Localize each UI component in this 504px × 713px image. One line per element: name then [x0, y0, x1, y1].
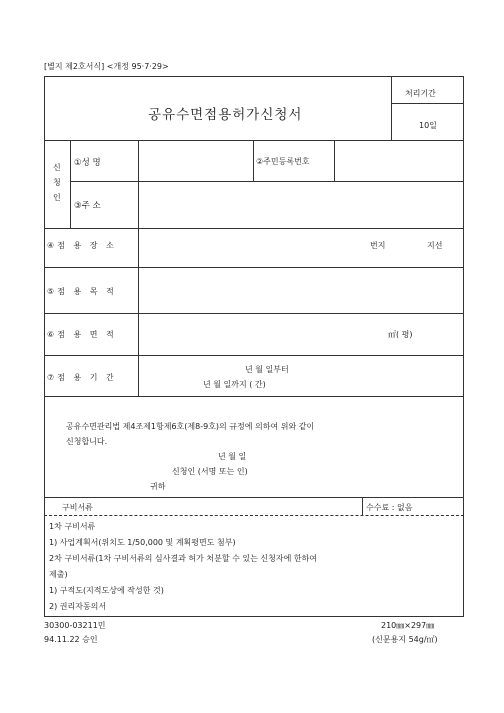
document-item: 2차 구비서류(1차 구비서류의 심사결과 허가 처분할 수 있는 신청자에 한하여 — [49, 554, 318, 563]
document-item: 1) 사업계획서(위치도 1/50,000 및 계획평면도 첨부) — [49, 538, 236, 547]
area-unit: ㎡( 평) — [388, 330, 413, 339]
statement-line-1: 공유수면관리법 제4조제1항제6호(제8-9호)의 규정에 의하여 위와 같이 — [66, 422, 315, 431]
documents-header: 구비서류 — [62, 503, 93, 512]
fee-label: 수수료 : 없음 — [366, 503, 413, 512]
applicant-group-label-1: 신 — [53, 163, 61, 172]
form-title: 공유수면점용허가신청서 — [148, 107, 303, 123]
location-lot-label: 번지 — [370, 241, 386, 250]
footer-approval: 94.11.22 승인 — [44, 635, 98, 644]
period-label: ⑦점 용 기 간 — [47, 373, 117, 382]
period-end: 년 월 일까지 ( 간) — [203, 380, 266, 389]
purpose-label: ⑤점 용 목 적 — [47, 287, 117, 296]
applicant-group-label-2: 청 — [53, 178, 61, 187]
processing-period-value: 10일 — [419, 121, 437, 130]
footer-size: 210㎜×297㎜ — [381, 621, 435, 630]
name-field[interactable] — [139, 150, 252, 178]
form-number: [별지 제2호서식] <개정 95·7·29> — [44, 62, 169, 71]
processing-period-label: 처리기간 — [405, 89, 436, 98]
purpose-field[interactable] — [140, 270, 460, 310]
statement-applicant-sign: 신청인 (서명 또는 인) — [172, 467, 248, 476]
document-item: 1차 구비서류 — [49, 522, 96, 531]
resident-number-label: ②주민등록번호 — [256, 157, 310, 166]
location-land-label: 지선 — [427, 241, 443, 250]
location-label: ④점 용 장 소 — [47, 241, 117, 250]
document-item: 제출) — [49, 570, 68, 579]
address-label: ③주 소 — [74, 201, 101, 211]
statement-line-2: 신청합니다. — [66, 437, 108, 446]
applicant-group-label-3: 인 — [53, 193, 61, 202]
document-item: 1) 구적도(지적도상에 작성한 것) — [49, 586, 164, 595]
area-label: ⑥점 용 면 적 — [47, 330, 117, 339]
footer-paper: (신문용지 54g/㎡) — [372, 635, 438, 644]
name-label: ①성 명 — [74, 158, 101, 168]
area-field[interactable] — [140, 316, 380, 352]
location-field[interactable] — [140, 231, 362, 256]
resident-number-field[interactable] — [335, 150, 461, 178]
footer-code: 30300-03211민 — [44, 621, 106, 630]
period-start: 년 월 일부터 — [245, 365, 289, 374]
document-item: 2) 권리자동의서 — [49, 602, 107, 611]
statement-date: 년 월 일 — [218, 452, 247, 461]
address-field[interactable] — [139, 185, 461, 225]
statement-addressee: 귀하 — [150, 482, 166, 491]
